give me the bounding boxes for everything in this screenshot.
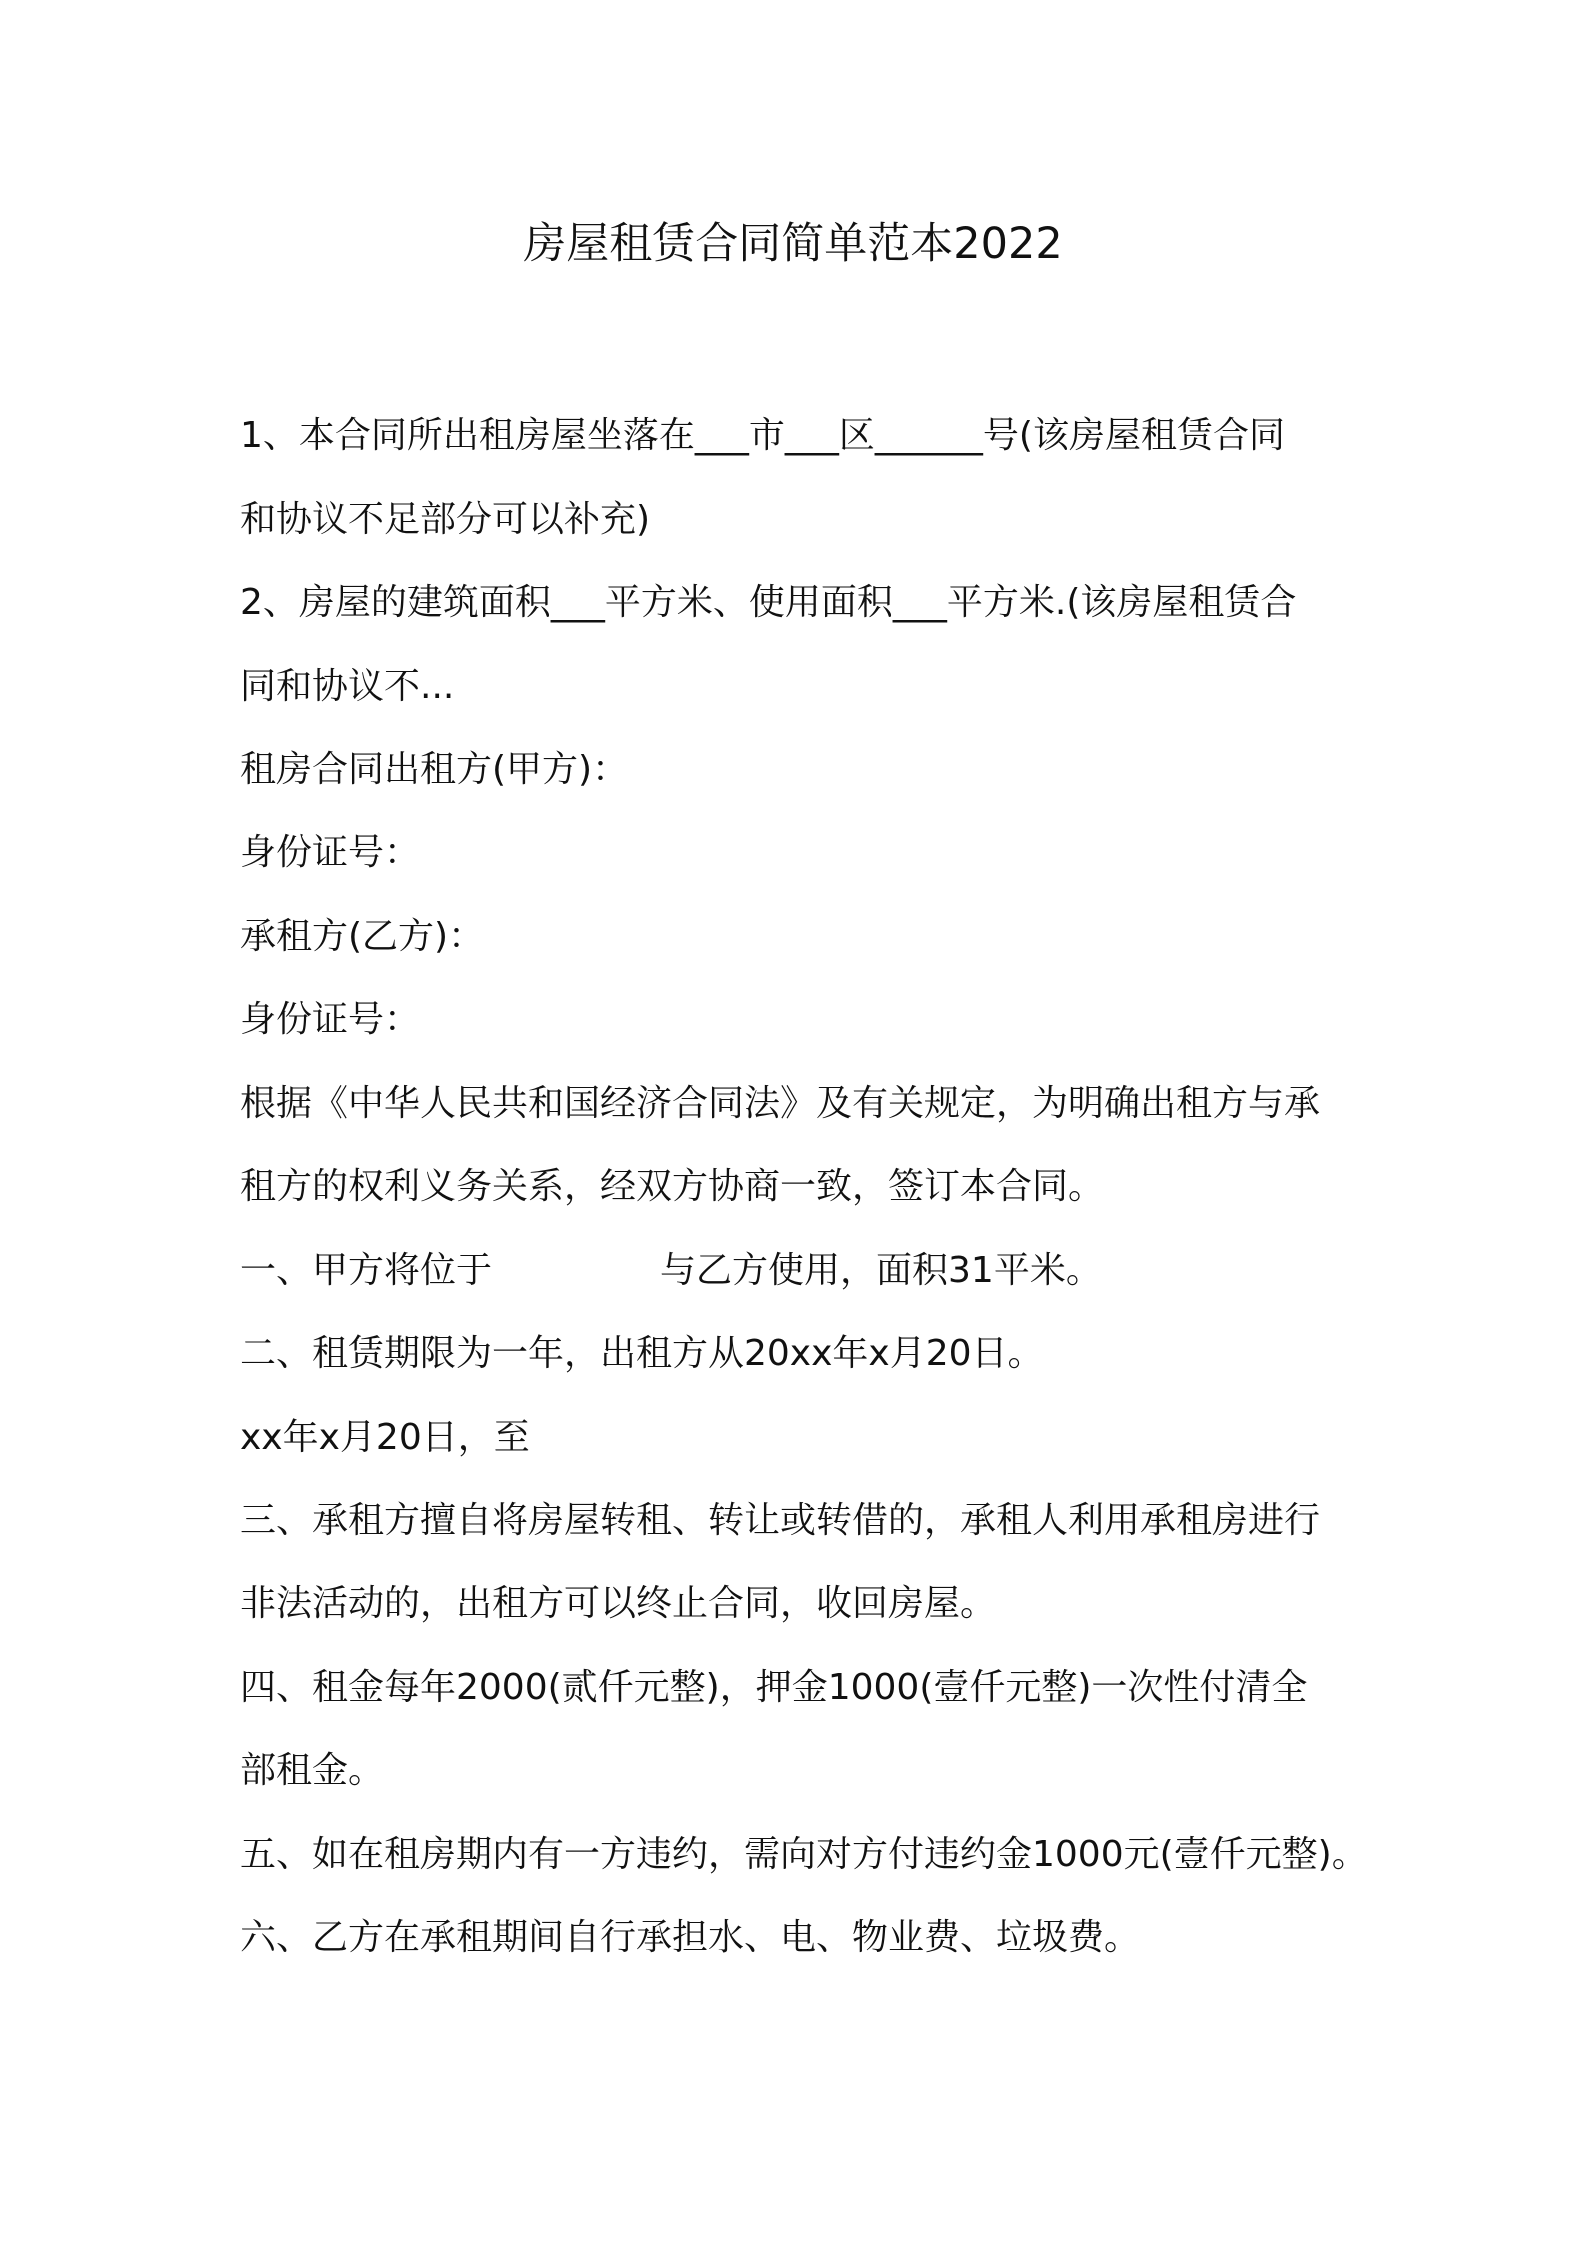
article-6: 六、乙方在承租期间自行承担水、电、物业费、垃圾费。 [240, 1917, 1141, 1958]
preamble-line-2: 租方的权利义务关系，经双方协商一致，签订本合同。 [240, 1166, 1105, 1207]
preamble-line-1: 根据《中华人民共和国经济合同法》及有关规定，为明确出租方与承 [240, 1083, 1321, 1124]
article-5: 五、如在租房期内有一方违约，需向对方付违约金1000元(壹仟元整)。 [240, 1834, 1368, 1875]
article-2-line-2: xx年x月20日，至 [240, 1417, 530, 1458]
lessee-label: 承租方(乙方)： [240, 916, 485, 957]
article-3-line-2: 非法活动的，出租方可以终止合同，收回房屋。 [240, 1583, 997, 1624]
article-4-line-2: 部租金。 [240, 1750, 385, 1791]
document-title: 房屋租赁合同简单范本2022 [523, 219, 1063, 269]
article-4-line-1: 四、租金每年2000(贰仟元整)，押金1000(壹仟元整)一次性付清全 [240, 1667, 1308, 1708]
article-1-part-a: 一、甲方将位于 [240, 1250, 493, 1291]
article-3-line-1: 三、承租方擅自将房屋转租、转让或转借的，承租人利用承租房进行 [240, 1500, 1321, 1541]
clause-1-line-1: 1、本合同所出租房屋坐落在___市___区______号(该房屋租赁合同 [240, 415, 1285, 456]
lessor-id-label: 身份证号： [240, 832, 421, 873]
lessor-label: 租房合同出租方(甲方)： [240, 749, 629, 790]
lessee-id-label: 身份证号： [240, 999, 421, 1040]
clause-1-line-2: 和协议不足部分可以补充) [240, 499, 651, 540]
clause-2-line-1: 2、房屋的建筑面积___平方米、使用面积___平方米.(该房屋租赁合 [240, 582, 1297, 623]
article-1-part-b: 与乙方使用，面积31平米。 [660, 1250, 1102, 1291]
article-1 [240, 1247, 1102, 1295]
clause-2-line-2: 同和协议不... [240, 666, 455, 707]
article-2-line-1: 二、租赁期限为一年，出租方从20xx年x月20日。 [240, 1333, 1044, 1374]
